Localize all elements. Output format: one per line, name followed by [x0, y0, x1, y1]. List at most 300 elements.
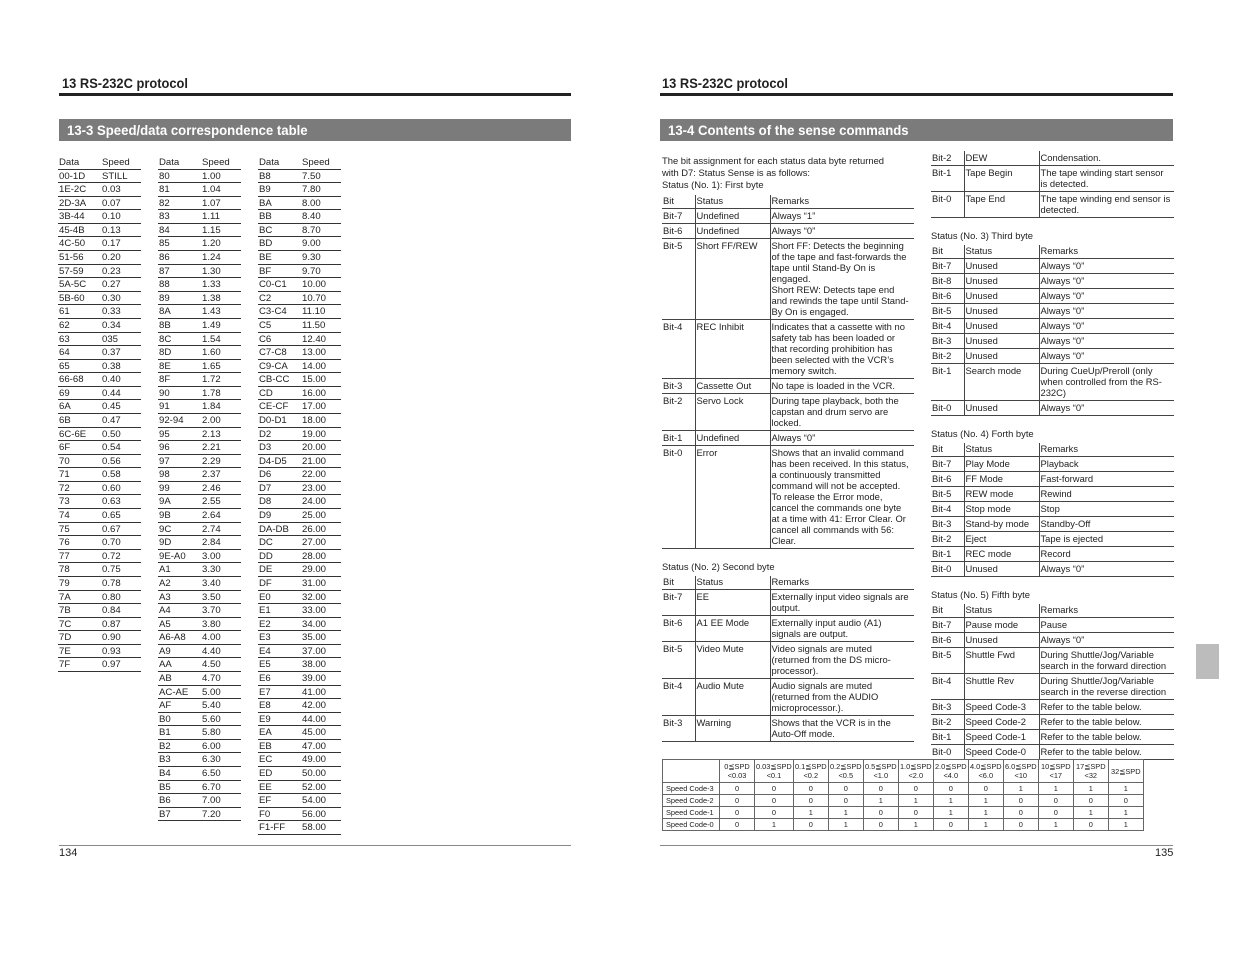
speed-cell: 2.13 [202, 428, 221, 440]
speed-cell: 31.00 [302, 577, 327, 589]
speed-cell: 45.00 [302, 727, 327, 739]
remarks-header: Remarks [770, 576, 914, 590]
speed-cell: 16.00 [302, 387, 327, 399]
data-cell: DC [259, 537, 273, 549]
remarks-cell: Always “0” [1039, 401, 1174, 416]
speed-cell: 7.00 [202, 795, 221, 807]
speed-cell: 0.63 [102, 496, 121, 508]
left-section-band [59, 119, 571, 141]
right-page-header: 13 RS-232C protocol [662, 75, 788, 91]
bits-row [662, 209, 914, 224]
data-cell: C9-CA [259, 360, 288, 372]
speed-cell: 1.33 [202, 279, 221, 291]
data-cell: 7A [59, 591, 71, 603]
speed-cell: 29.00 [302, 564, 327, 576]
speed-code-value: 1 [968, 807, 1003, 819]
remarks-cell: During tape playback, both the capstan and drum servo are locked. [770, 394, 914, 431]
speed-table-row [58, 278, 141, 292]
speed-table-row [258, 740, 341, 754]
data-cell: 90 [159, 387, 170, 399]
speed-table-row [158, 604, 241, 618]
bits-row [931, 745, 1174, 760]
speed-code-row [663, 783, 1144, 795]
data-header: Data [159, 157, 180, 168]
range-upper: <17 [1049, 771, 1063, 780]
speed-table-row [158, 550, 241, 564]
speed-table-row [258, 713, 341, 727]
status-cell: Play Mode [964, 457, 1039, 472]
bit-cell: Bit-7 [662, 590, 695, 616]
remarks-cell: Always “0” [770, 224, 914, 239]
speed-cell: 0.40 [102, 374, 121, 386]
data-cell: 6F [59, 442, 71, 454]
bits-row [931, 151, 1174, 166]
speed-table-row [158, 740, 241, 754]
speed-code-value: 1 [1108, 783, 1143, 795]
speed-table-row [158, 658, 241, 672]
speed-table-row [58, 563, 141, 577]
speed-table-row [58, 645, 141, 659]
left-page-header: 13 RS-232C protocol [62, 75, 188, 91]
data-cell: D2 [259, 428, 272, 440]
speed-table-row [158, 360, 241, 374]
speed-code-row [663, 819, 1144, 831]
data-cell: E1 [259, 605, 271, 617]
speed-table-row [58, 455, 141, 469]
speed-cell: 1.84 [202, 401, 221, 413]
speed-table-row [58, 170, 141, 184]
bits-header-row [662, 195, 914, 209]
bit-cell: Bit-2 [662, 394, 695, 431]
status-header: Status [695, 576, 770, 590]
status3-title: Status (No. 3) Third byte [931, 230, 1033, 241]
bit-cell: Bit-6 [662, 224, 695, 239]
data-cell: 83 [159, 211, 170, 223]
status-cell: FF Mode [964, 472, 1039, 487]
speed-table-row [58, 414, 141, 428]
speed-header: Speed [202, 157, 230, 168]
data-cell: EE [259, 781, 272, 793]
speed-table-row [58, 210, 141, 224]
speed-table-row [158, 455, 241, 469]
bit-header: Bit [662, 195, 695, 209]
bit-cell: Bit-2 [931, 349, 964, 364]
data-cell: AB [159, 672, 172, 684]
speed-code-value: 0 [1003, 807, 1038, 819]
speed-table-row [158, 631, 241, 645]
speed-cell: 0.23 [102, 265, 121, 277]
range-upper: <4.0 [943, 771, 959, 780]
range-lower: 0.2≦SPD [829, 762, 862, 771]
speed-table-row [158, 618, 241, 632]
speed-table-row [58, 550, 141, 564]
speed-table-row [158, 713, 241, 727]
data-cell: 2D-3A [59, 197, 87, 209]
speed-range-header [1073, 760, 1108, 783]
speed-table-row [158, 428, 241, 442]
speed-cell: 0.90 [102, 632, 121, 644]
speed-cell: 0.10 [102, 211, 121, 223]
data-cell: 74 [59, 510, 70, 522]
data-cell: E6 [259, 672, 271, 684]
speed-table-row [58, 658, 141, 672]
bit-cell: Bit-4 [931, 674, 964, 700]
speed-cell: 5.60 [202, 713, 221, 725]
bit-cell: Bit-5 [931, 648, 964, 674]
data-cell: CE-CF [259, 401, 289, 413]
remarks-cell: Always “0” [1039, 259, 1174, 274]
speed-code-value: 1 [968, 819, 1003, 831]
data-cell: B5 [159, 781, 171, 793]
speed-cell: 1.65 [202, 360, 221, 372]
status-cell: Unused [964, 319, 1039, 334]
data-cell: 4C-50 [59, 238, 86, 250]
speed-cell: 0.65 [102, 510, 121, 522]
speed-cell: 0.50 [102, 428, 121, 440]
data-cell: 9E-A0 [159, 550, 186, 562]
speed-cell: 1.78 [202, 387, 221, 399]
speed-table-row [58, 197, 141, 211]
speed-table-row [58, 468, 141, 482]
data-cell: 96 [159, 442, 170, 454]
speed-cell: 2.84 [202, 537, 221, 549]
data-cell: C5 [259, 319, 272, 331]
speed-table-row [258, 523, 341, 537]
bits-row [662, 446, 914, 549]
status-cell: Eject [964, 532, 1039, 547]
speed-range-header [1003, 760, 1038, 783]
speed-header: Speed [102, 157, 130, 168]
speed-code-value: 0 [863, 783, 898, 795]
left-footer-rule [59, 845, 571, 846]
speed-table-row [258, 333, 341, 347]
bit-cell: Bit-6 [931, 472, 964, 487]
bits-row [931, 730, 1174, 745]
data-cell: DF [259, 577, 272, 589]
range-upper: <10 [1014, 771, 1028, 780]
remarks-cell: Refer to the table below. [1039, 730, 1174, 745]
speed-table-row [258, 658, 341, 672]
range-lower: 0≦SPD [724, 762, 750, 771]
speed-table-column-3 [258, 156, 341, 835]
speed-code-value: 0 [755, 783, 794, 795]
data-cell: 6C-6E [59, 428, 87, 440]
data-cell: 77 [59, 550, 70, 562]
bit-cell: Bit-5 [662, 239, 695, 320]
bit-cell: Bit-7 [662, 209, 695, 224]
speed-code-value: 1 [1073, 807, 1108, 819]
speed-cell: 0.17 [102, 238, 121, 250]
data-cell: 6A [59, 401, 71, 413]
speed-cell: 11.50 [302, 319, 326, 331]
speed-table-row [158, 305, 241, 319]
speed-table-row [158, 672, 241, 686]
speed-table-row [58, 333, 141, 347]
speed-cell: 4.70 [202, 672, 221, 684]
speed-cell: 0.47 [102, 414, 121, 426]
remarks-cell: Audio signals are muted (returned from the AUDIO microprocessor.). [770, 679, 914, 716]
data-cell: 7E [59, 645, 71, 657]
status-cell: Servo Lock [695, 394, 770, 431]
data-cell: 88 [159, 279, 170, 291]
speed-table-row [58, 428, 141, 442]
speed-cell: 0.13 [102, 224, 121, 236]
speed-table-row [258, 387, 341, 401]
speed-cell: 2.64 [202, 510, 221, 522]
bits-row [662, 679, 914, 716]
bit-header: Bit [931, 443, 964, 457]
status-header: Status [964, 604, 1039, 618]
remarks-cell: Refer to the table below. [1039, 715, 1174, 730]
status-cell: Unused [964, 289, 1039, 304]
status-cell: Tape End [964, 192, 1039, 218]
speed-cell: 42.00 [302, 700, 327, 712]
right-page-number: 135 [1155, 847, 1174, 859]
speed-cell: 0.54 [102, 442, 121, 454]
speed-cell: 10.00 [302, 279, 327, 291]
bit-cell: Bit-2 [931, 151, 964, 166]
remarks-cell: Record [1039, 547, 1174, 562]
data-cell: 72 [59, 482, 70, 494]
data-cell: 97 [159, 455, 170, 467]
speed-code-value: 1 [828, 807, 863, 819]
speed-cell: 0.70 [102, 537, 121, 549]
bit-cell: Bit-6 [931, 633, 964, 648]
bits-row [931, 274, 1174, 289]
speed-cell: 52.00 [302, 781, 327, 793]
data-cell: BA [259, 197, 272, 209]
speed-cell: 4.40 [202, 645, 221, 657]
right-section-title: 13-4 Contents of the sense commands [668, 122, 909, 138]
range-lower: 10≦SPD [1040, 762, 1071, 771]
data-cell: EF [259, 795, 272, 807]
speed-cell: 54.00 [302, 795, 327, 807]
speed-code-value: 1 [793, 807, 828, 819]
speed-cell: 8.40 [302, 211, 321, 223]
speed-table-row [58, 618, 141, 632]
speed-cell: 23.00 [302, 482, 327, 494]
speed-cell: 2.00 [202, 414, 221, 426]
data-cell: BB [259, 211, 272, 223]
bit-cell: Bit-7 [931, 457, 964, 472]
speed-cell: 19.00 [302, 428, 327, 440]
bits-row [662, 379, 914, 394]
data-cell: 8D [159, 347, 172, 359]
speed-cell: 1.72 [202, 374, 221, 386]
bits-row [931, 304, 1174, 319]
bit-cell: Bit-0 [931, 192, 964, 218]
remarks-cell: Always “0” [1039, 274, 1174, 289]
speed-code-value: 0 [1038, 807, 1073, 819]
data-cell: 45-4B [59, 224, 85, 236]
speed-table-row [258, 319, 341, 333]
speed-table-row [158, 523, 241, 537]
data-cell: 7B [59, 605, 71, 617]
speed-code-label: Speed Code-2 [663, 795, 720, 807]
data-cell: 8F [159, 374, 171, 386]
speed-table-row [58, 591, 141, 605]
speed-table-row [258, 767, 341, 781]
speed-range-header [720, 760, 755, 783]
data-cell: F1-FF [259, 822, 286, 834]
bit-cell: Bit-4 [662, 320, 695, 379]
data-cell: 61 [59, 306, 70, 318]
bits-row [662, 224, 914, 239]
speed-code-value: 1 [863, 795, 898, 807]
data-cell: D8 [259, 496, 272, 508]
page-edge-tab [1196, 644, 1219, 679]
speed-cell: 0.93 [102, 645, 121, 657]
speed-code-header-row [663, 760, 1144, 783]
speed-cell: 18.00 [302, 414, 327, 426]
speed-cell: 49.00 [302, 754, 327, 766]
speed-table-row [258, 686, 341, 700]
bit-header: Bit [931, 245, 964, 259]
speed-code-value: 1 [1003, 783, 1038, 795]
remarks-cell: Pause [1039, 618, 1174, 633]
status-cell: Warning [695, 716, 770, 742]
range-lower: 17≦SPD [1075, 762, 1106, 771]
bit-cell: Bit-1 [931, 730, 964, 745]
bits-row [662, 431, 914, 446]
speed-code-value: 0 [793, 819, 828, 831]
speed-table-row [158, 794, 241, 808]
speed-code-value: 1 [1038, 783, 1073, 795]
remarks-cell: Always “0” [1039, 562, 1174, 577]
data-cell: D6 [259, 469, 272, 481]
speed-code-value: 0 [968, 783, 1003, 795]
data-cell: C3-C4 [259, 306, 287, 318]
speed-table-row [258, 414, 341, 428]
speed-cell: 39.00 [302, 672, 327, 684]
speed-code-value: 1 [755, 819, 794, 831]
bits-row [662, 616, 914, 642]
speed-table-header [258, 156, 341, 170]
remarks-cell: Always “0” [1039, 289, 1174, 304]
data-cell: 3B-44 [59, 211, 85, 223]
remarks-cell: Externally input audio (A1) signals are output. [770, 616, 914, 642]
speed-cell: 0.33 [102, 306, 121, 318]
remarks-cell: Short FF: Detects the beginning of the tape and fast-forwards the tape until Stand-By On is engaged. Short REW: Detects tape end and rewinds the tape until Stand-By On is engaged. [770, 239, 914, 320]
sense-left-column [662, 155, 916, 742]
bit-cell: Bit-6 [931, 289, 964, 304]
data-cell: 82 [159, 197, 170, 209]
data-cell: B4 [159, 768, 171, 780]
speed-table-row [158, 767, 241, 781]
status-cell: A1 EE Mode [695, 616, 770, 642]
data-cell: A6-A8 [159, 632, 186, 644]
speed-table-header [158, 156, 241, 170]
data-cell: BC [259, 224, 273, 236]
speed-cell: 9.30 [302, 252, 321, 264]
left-section-title: 13-3 Speed/data correspondence table [67, 122, 308, 138]
status-cell: Pause mode [964, 618, 1039, 633]
remarks-cell: Always “0” [1039, 349, 1174, 364]
speed-cell: 14.00 [302, 360, 327, 372]
intro-line-1: The bit assignment for each status data byte returned [662, 155, 885, 166]
remarks-cell: Video signals are muted (returned from the DS micro-processor). [770, 642, 914, 679]
data-cell: AF [159, 700, 172, 712]
bit-cell: Bit-1 [931, 364, 964, 401]
speed-range-header [1038, 760, 1073, 783]
status5-title: Status (No. 5) Fifth byte [931, 589, 1030, 600]
speed-cell: 0.03 [102, 184, 121, 196]
remarks-header: Remarks [1039, 604, 1174, 618]
speed-cell: 21.00 [302, 455, 327, 467]
remarks-cell: During CueUp/Preroll (only when controlled from the RS-232C) [1039, 364, 1174, 401]
data-cell: 8C [159, 333, 172, 345]
speed-table-row [158, 224, 241, 238]
speed-cell: 0.87 [102, 618, 121, 630]
bits-row [931, 487, 1174, 502]
data-cell: B1 [159, 727, 171, 739]
remarks-cell: Stop [1039, 502, 1174, 517]
data-cell: 7F [59, 659, 71, 671]
speed-table-row [158, 495, 241, 509]
speed-cell: 0.60 [102, 482, 121, 494]
bits-row [931, 532, 1174, 547]
data-cell: 8B [159, 319, 171, 331]
sense-right-column [931, 151, 1175, 760]
range-lower: 4.0≦SPD [969, 762, 1002, 771]
bits-row [931, 457, 1174, 472]
speed-table-row [158, 808, 241, 822]
speed-table-row [258, 645, 341, 659]
speed-code-label: Speed Code-1 [663, 807, 720, 819]
bits-row [931, 334, 1174, 349]
speed-table-row [58, 292, 141, 306]
status-cell: Audio Mute [695, 679, 770, 716]
status-cell: Error [695, 446, 770, 549]
speed-code-row [663, 795, 1144, 807]
speed-code-value: 0 [720, 807, 755, 819]
speed-table-row [258, 781, 341, 795]
speed-table-row [58, 400, 141, 414]
speed-code-value: 0 [828, 795, 863, 807]
speed-code-value: 0 [1108, 795, 1143, 807]
data-cell: 99 [159, 482, 170, 494]
speed-cell: 7.80 [302, 184, 321, 196]
speed-cell: 9.00 [302, 238, 321, 250]
speed-cell: 0.97 [102, 659, 121, 671]
remarks-cell: Indicates that a cassette with no safety tab has been loaded or that recording prohibition has been selected with the VCR’s memory switch. [770, 320, 914, 379]
speed-code-value: 0 [793, 783, 828, 795]
data-cell: A5 [159, 618, 171, 630]
status-cell: Search mode [964, 364, 1039, 401]
speed-code-value: 0 [793, 795, 828, 807]
remarks-cell: Playback [1039, 457, 1174, 472]
speed-cell: 4.50 [202, 659, 221, 671]
bits-row [662, 590, 914, 616]
speed-table-header [58, 156, 141, 170]
data-cell: BD [259, 238, 273, 250]
bits-row [931, 319, 1174, 334]
bits-row [931, 517, 1174, 532]
speed-cell: 26.00 [302, 523, 327, 535]
speed-cell: 12.40 [302, 333, 327, 345]
speed-table-row [258, 170, 341, 184]
speed-table-row [158, 726, 241, 740]
status-cell: Stand-by mode [964, 517, 1039, 532]
speed-table-row [258, 808, 341, 822]
range-upper: <1.0 [873, 771, 889, 780]
speed-table-row [58, 305, 141, 319]
left-header-rule [59, 93, 571, 96]
data-cell: D7 [259, 482, 272, 494]
speed-table-row [158, 346, 241, 360]
remarks-cell: During Shuttle/Jog/Variable search in the forward direction [1039, 648, 1174, 674]
speed-cell: 1.49 [202, 319, 221, 331]
